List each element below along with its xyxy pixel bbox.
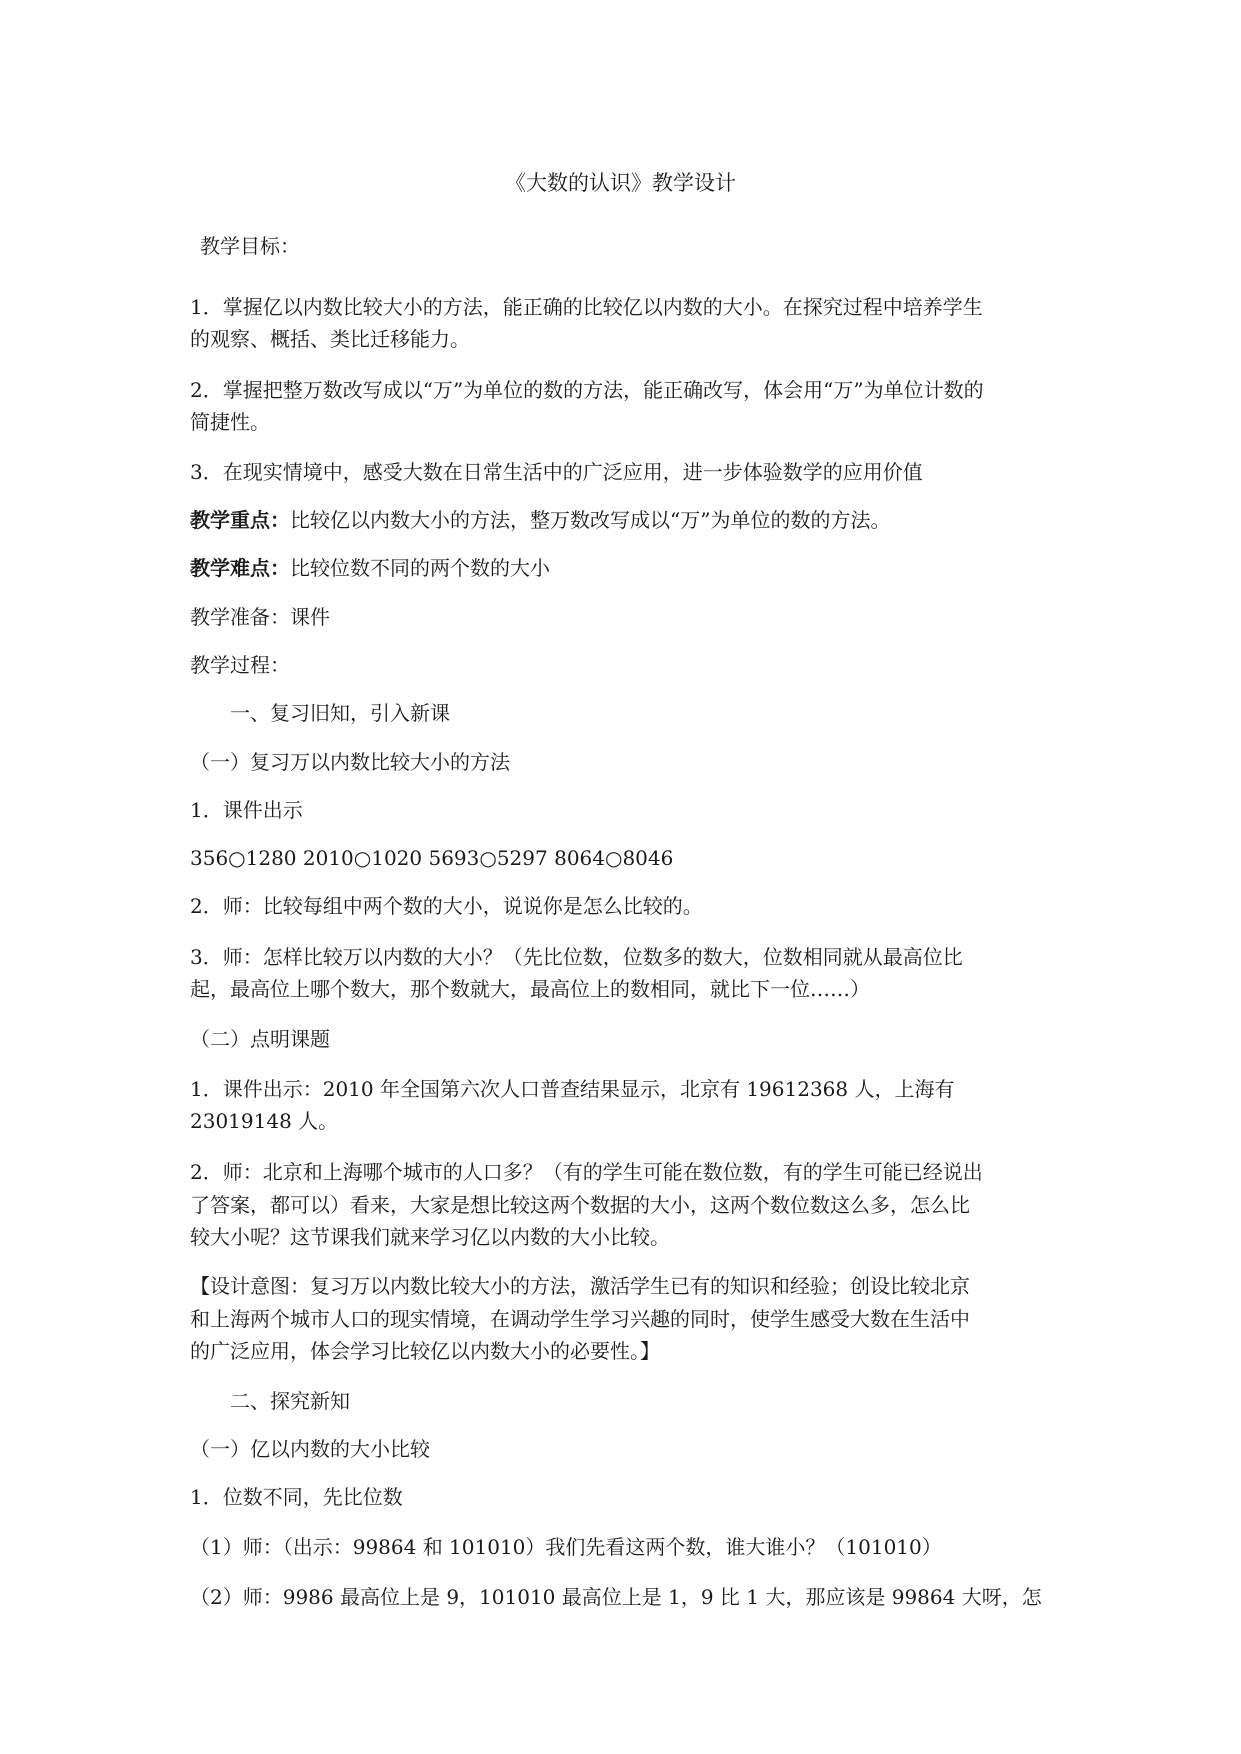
key-point-text: 比较亿以内数大小的方法，整万数改写成以“万”为单位的数的方法。: [290, 508, 891, 532]
item-2-1-line-2: 23019148 人。: [190, 1109, 339, 1133]
item-2-2-line-3: 较大小呢？这节课我们就来学习亿以内数的大小比较。: [190, 1225, 670, 1249]
item-3-1-a: （1）师：（出示：99864 和 101010）我们先看这两个数，谁大谁小？（101010）: [190, 1535, 942, 1559]
process-heading: 教学过程：: [190, 653, 290, 677]
preparation: 教学准备：课件: [190, 605, 330, 629]
item-3-1-b: （2）师：9986 最高位上是 9，101010 最高位上是 1，9 比 1 大，那应该是 99864 大呀，怎: [190, 1585, 1042, 1609]
key-point: [190, 503, 1070, 537]
item-2-2-line-1: 2．师：北京和上海哪个城市的人口多？（有的学生可能在数位数，有的学生可能已经说出: [190, 1160, 983, 1184]
difficulty: [190, 551, 1070, 585]
item-1-1: 1．课件出示: [190, 798, 303, 822]
subsection-2-1: （一）亿以内数的大小比较: [190, 1437, 430, 1461]
objective-2-line-2: 简捷性。: [190, 410, 270, 434]
section-2-heading: 二、探究新知: [230, 1389, 350, 1413]
compare-numbers: 356○1280 2010○1020 5693○5297 8064○8046: [190, 846, 674, 870]
objective-3: 3．在现实情境中，感受大数在日常生活中的广泛应用，进一步体验数学的应用价值: [190, 460, 923, 484]
item-2-2-line-2: 了答案，都可以）看来，大家是想比较这两个数据的大小，这两个数位数这么多，怎么比: [190, 1193, 970, 1217]
item-1-2: 2．师：比较每组中两个数的大小，说说你是怎么比较的。: [190, 894, 703, 918]
key-point-label: 教学重点：: [190, 508, 290, 532]
objective-1-line-1: 1．掌握亿以内数比较大小的方法，能正确的比较亿以内数的大小。在探究过程中培养学生: [190, 295, 983, 319]
section-1-heading: 一、复习旧知，引入新课: [230, 701, 450, 725]
item-1-3-line-2: 起，最高位上哪个数大，那个数就大，最高位上的数相同，就比下一位……）: [190, 977, 870, 1001]
objectives-heading: 教学目标：: [200, 234, 300, 258]
objective-2-line-1: 2．掌握把整万数改写成以“万”为单位的数的方法，能正确改写，体会用“万”为单位计数的: [190, 378, 984, 402]
design-intent-line-2: 和上海两个城市人口的现实情境，在调动学生学习兴趣的同时，使学生感受大数在生活中: [190, 1307, 970, 1331]
difficulty-label: 教学难点：: [190, 556, 290, 580]
design-intent-line-1: 【设计意图：复习万以内数比较大小的方法，激活学生已有的知识和经验；创设比较北京: [190, 1274, 970, 1298]
document-title: 《大数的认识》教学设计: [505, 171, 736, 195]
item-2-1-line-1: 1．课件出示：2010 年全国第六次人口普查结果显示，北京有 19612368 人，上海有: [190, 1077, 955, 1101]
item-3-1: 1．位数不同，先比位数: [190, 1485, 403, 1509]
objective-1-line-2: 的观察、概括、类比迁移能力。: [190, 327, 470, 351]
design-intent-line-3: 的广泛应用，体会学习比较亿以内数大小的必要性。】: [190, 1339, 660, 1363]
subsection-1-2: （二）点明课题: [190, 1027, 330, 1051]
item-1-3-line-1: 3．师：怎样比较万以内数的大小？（先比位数，位数多的数大，位数相同就从最高位比: [190, 945, 963, 969]
difficulty-text: 比较位数不同的两个数的大小: [290, 556, 550, 580]
subsection-1-1: （一）复习万以内数比较大小的方法: [190, 750, 510, 774]
